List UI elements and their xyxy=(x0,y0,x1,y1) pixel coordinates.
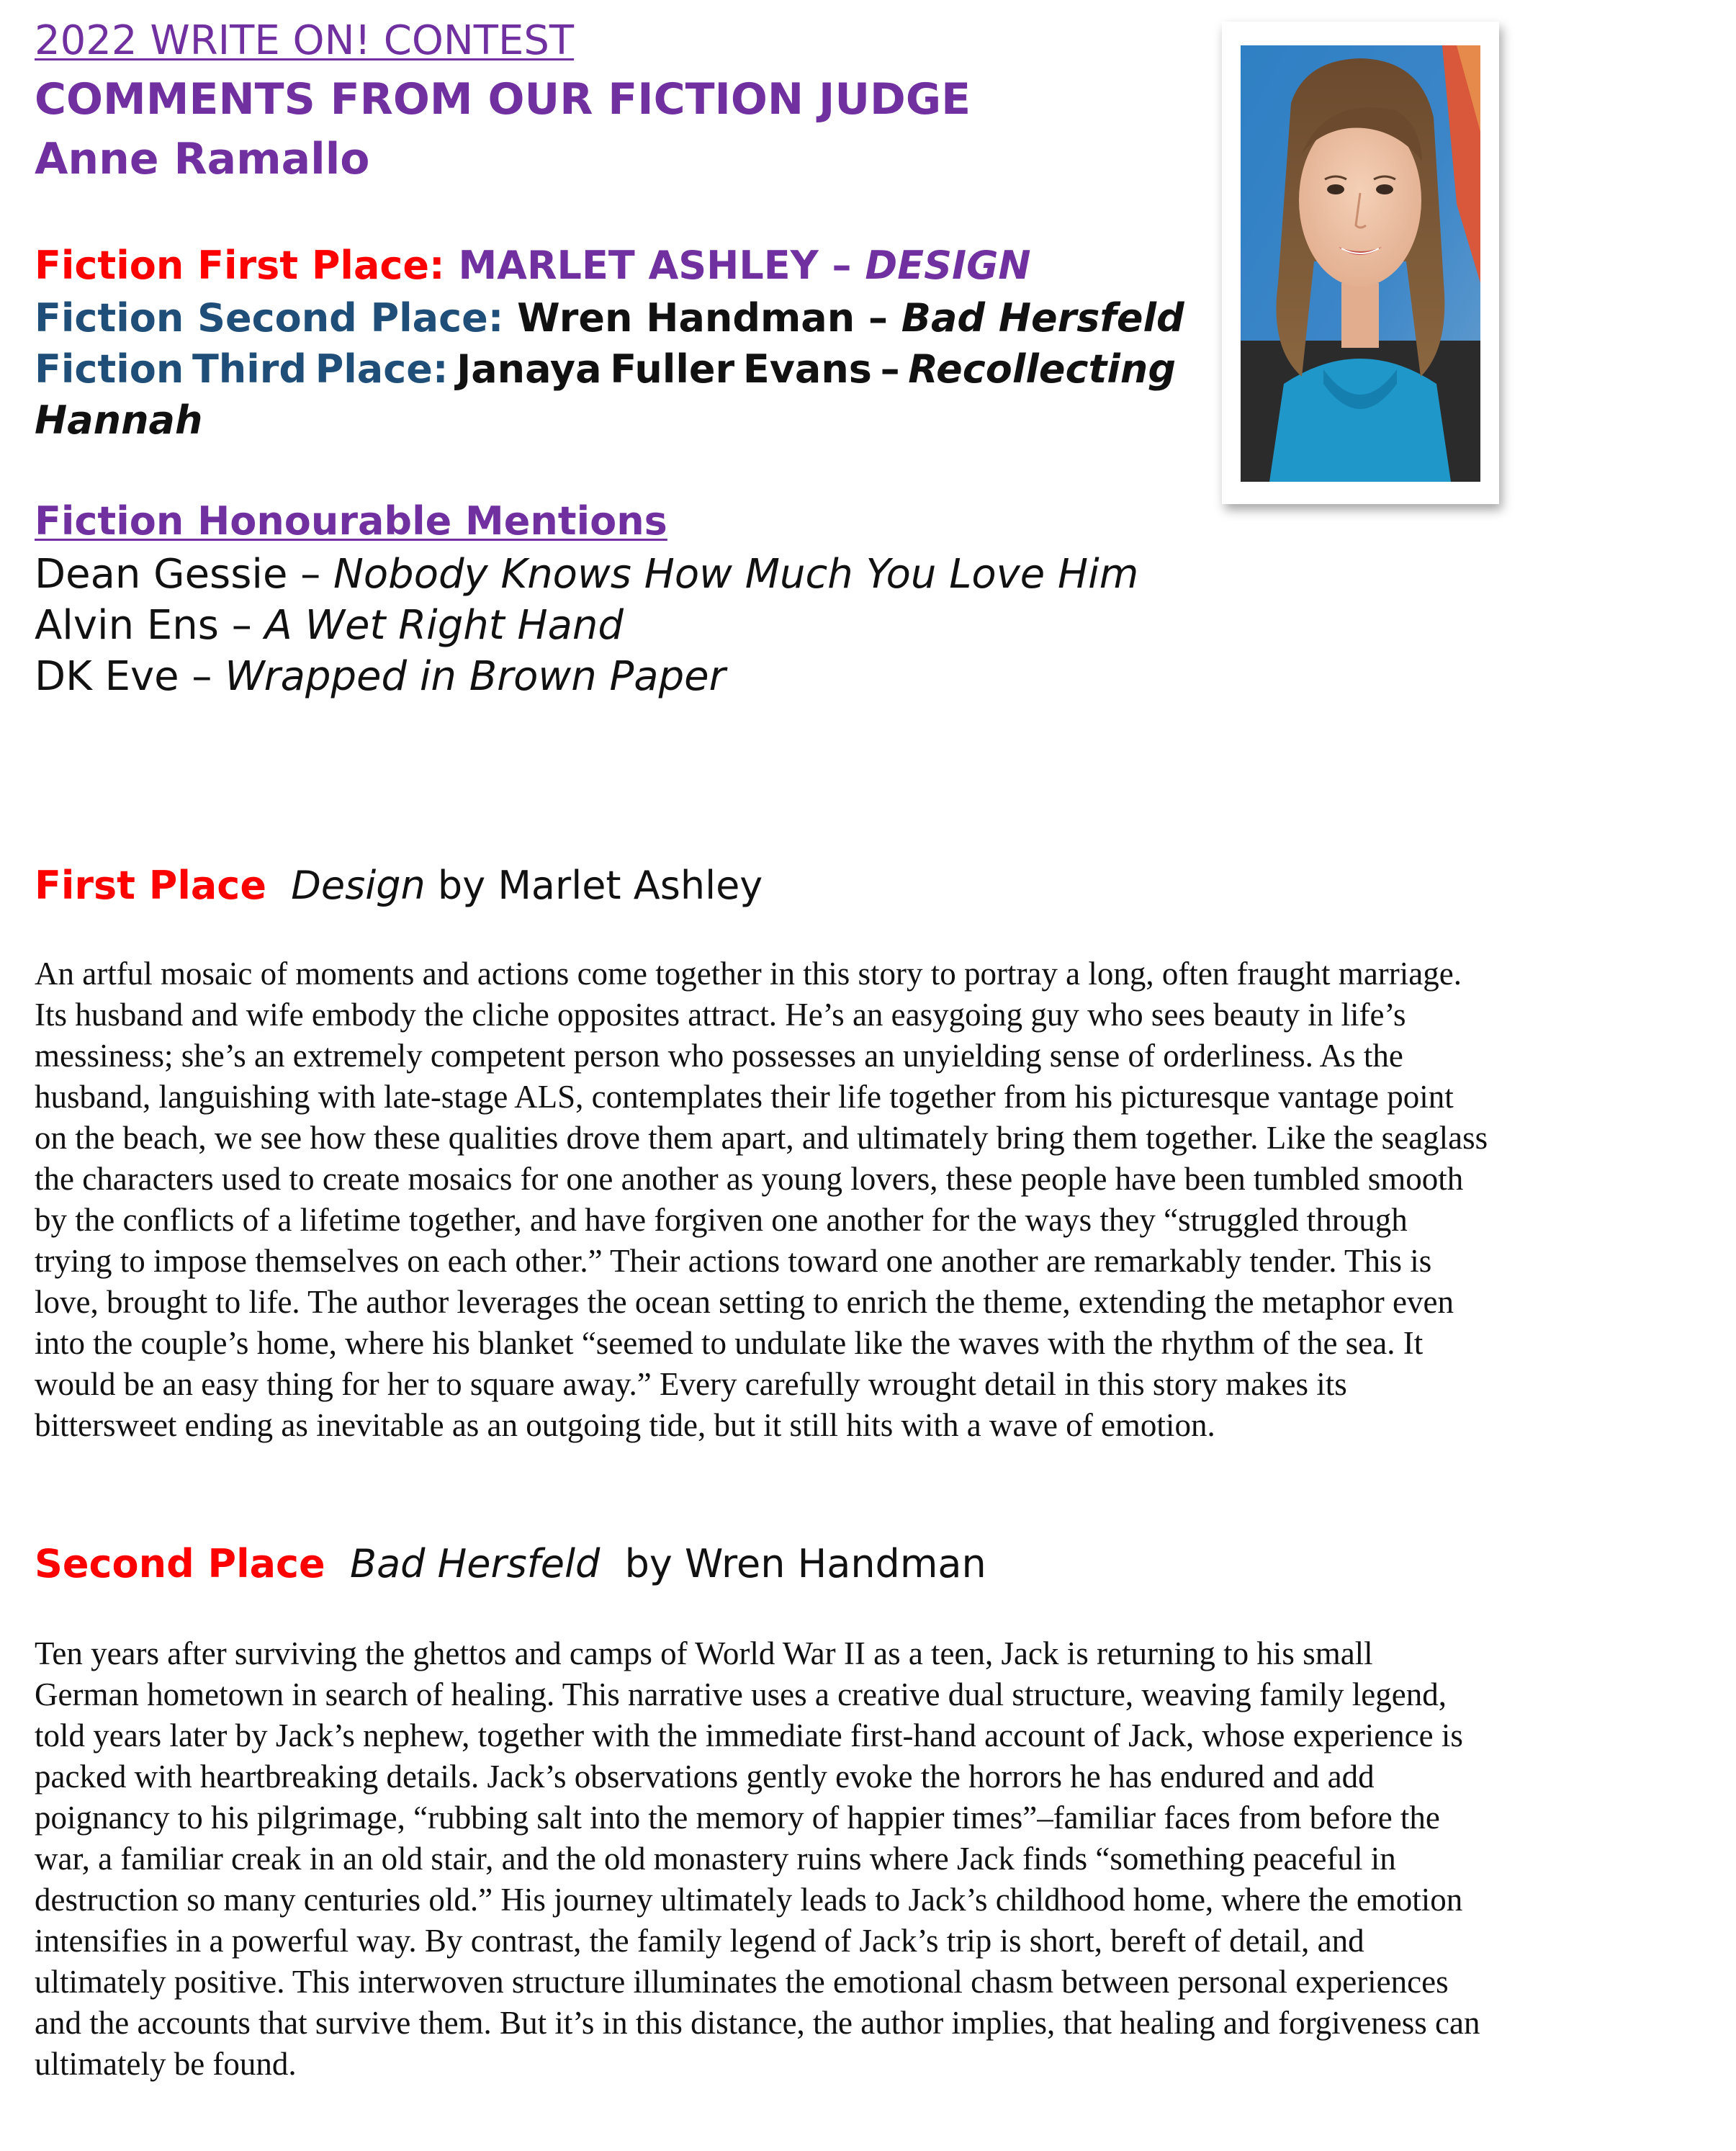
paragraph-line: the characters used to create mosaics for one another as young lovers, these people have been tumbled smooth xyxy=(35,1161,1464,1197)
paragraph-line: on the beach, we see how these qualities drove them apart, and ultimately bring them together. Like the seaglass xyxy=(35,1120,1488,1156)
paragraph-line: poignancy to his pilgrimage, “rubbing salt into the memory of happier times”–familiar faces from before the xyxy=(35,1800,1440,1836)
honourable-mention-author: DK Eve – xyxy=(35,653,212,700)
paragraph-line: Its husband and wife embody the cliche opposites attract. He’s an easygoing guy who sees beauty in life’s xyxy=(35,997,1406,1033)
second-place-label: Fiction Second Place: xyxy=(35,295,504,341)
third-place-author-word: Fuller xyxy=(610,346,735,392)
third-place-title-continued: Hannah xyxy=(35,398,203,443)
second-place-line xyxy=(35,295,1184,341)
first-place-line xyxy=(35,243,1031,288)
first-review-place: First Place xyxy=(35,863,266,908)
first-place-title: DESIGN xyxy=(865,243,1031,288)
honourable-mention-title: Wrapped in Brown Paper xyxy=(225,653,726,700)
paragraph-line: into the couple’s home, where his blanket “seemed to undulate like the waves with the rhythm of the sea. It xyxy=(35,1325,1424,1361)
honourable-mention-title: A Wet Right Hand xyxy=(264,602,624,649)
third-place-line xyxy=(35,346,1176,392)
paragraph-line: Ten years after surviving the ghettos and camps of World War II as a teen, Jack is returning to his small xyxy=(35,1635,1373,1671)
paragraph-line: German hometown in search of healing. This narrative uses a creative dual structure, weaving family legend, xyxy=(35,1676,1447,1712)
paragraph-line: would be an easy thing for her to square away.” Every carefully wrought detail in this story makes its xyxy=(35,1366,1347,1402)
paragraph-line: ultimately positive. This interwoven structure illuminates the emotional chasm between personal experiences xyxy=(35,1964,1449,2000)
paragraph-line: trying to impose themselves on each other.” Their actions toward one another are remarkably tender. This is xyxy=(35,1243,1432,1279)
honourable-mentions-title: Fiction Honourable Mentions xyxy=(35,498,667,544)
paragraph-line: war, a familiar creak in an old stair, and the old monastery ruins where Jack finds “something peaceful in xyxy=(35,1841,1396,1877)
paragraph-line: An artful mosaic of moments and actions come together in this story to portray a long, often fraught marriage. xyxy=(35,956,1462,992)
second-review-byline: by Wren Handman xyxy=(624,1541,986,1586)
first-review-paragraph xyxy=(35,953,1683,1446)
second-place-author: Wren Handman – xyxy=(517,295,888,341)
second-review-heading xyxy=(35,1541,986,1586)
paragraph-line: packed with heartbreaking details. Jack’s observations gently evoke the horrors he has endured and add xyxy=(35,1759,1375,1795)
judge-heading: COMMENTS FROM OUR FICTION JUDGE xyxy=(35,74,971,125)
honourable-mention-item xyxy=(35,602,624,649)
paragraph-line: by the conflicts of a lifetime together, and have forgiven one another for the ways they “struggled through xyxy=(35,1202,1408,1238)
paragraph-line: destruction so many centuries old.” His journey ultimately leads to Jack’s childhood home, where the emotion xyxy=(35,1882,1463,1918)
first-review-title: Design xyxy=(291,863,426,908)
second-review-place: Second Place xyxy=(35,1541,325,1586)
paragraph-line: husband, languishing with late-stage ALS, contemplates their life together from his picturesque vantage point xyxy=(35,1079,1454,1115)
third-place-dash: – xyxy=(880,346,900,392)
second-review-title: Bad Hersfeld xyxy=(350,1541,601,1586)
honourable-mention-author: Dean Gessie – xyxy=(35,551,321,598)
first-place-label: Fiction First Place: xyxy=(35,243,445,288)
judge-portrait-photo-icon xyxy=(1241,45,1480,482)
honourable-mention-item xyxy=(35,551,1138,598)
second-place-title: Bad Hersfeld xyxy=(901,295,1184,341)
first-review-byline: by Marlet Ashley xyxy=(437,863,763,908)
first-place-author: MARLET ASHLEY – xyxy=(458,243,852,288)
paragraph-line: messiness; she’s an extremely competent person who possesses an unyielding sense of orderliness. As the xyxy=(35,1038,1403,1074)
honourable-mention-author: Alvin Ens – xyxy=(35,602,252,649)
paragraph-line: told years later by Jack’s nephew, together with the immediate first-hand account of Jack, whose experience is xyxy=(35,1717,1463,1753)
third-place-label-word: Fiction xyxy=(35,346,184,392)
paragraph-line: love, brought to life. The author leverages the ocean setting to enrich the theme, extending the metaphor even xyxy=(35,1284,1454,1320)
paragraph-line: intensifies in a powerful way. By contrast, the family legend of Jack’s trip is short, bereft of detail, and xyxy=(35,1923,1364,1959)
paragraph-line: bittersweet ending as inevitable as an outgoing tide, but it still hits with a wave of emotion. xyxy=(35,1407,1215,1443)
judge-photo-frame xyxy=(1222,22,1499,504)
paragraph-line: and the accounts that survive them. But it’s in this distance, the author implies, that healing and forgiveness can xyxy=(35,2005,1480,2041)
judge-name: Anne Ramallo xyxy=(35,134,370,184)
honourable-mention-title: Nobody Knows How Much You Love Him xyxy=(333,551,1139,598)
paragraph-line: ultimately be found. xyxy=(35,2046,297,2082)
third-place-title-word: Recollecting xyxy=(908,346,1176,392)
contest-title: 2022 WRITE ON! CONTEST xyxy=(35,17,575,64)
first-review-heading xyxy=(35,863,763,908)
third-place-label-word: Third xyxy=(192,346,307,392)
second-review-paragraph xyxy=(35,1633,1683,2085)
honourable-mention-item xyxy=(35,653,726,700)
third-place-author-word: Janaya xyxy=(457,346,602,392)
third-place-author-word: Evans xyxy=(742,346,872,392)
third-place-label-word: Place: xyxy=(315,346,449,392)
